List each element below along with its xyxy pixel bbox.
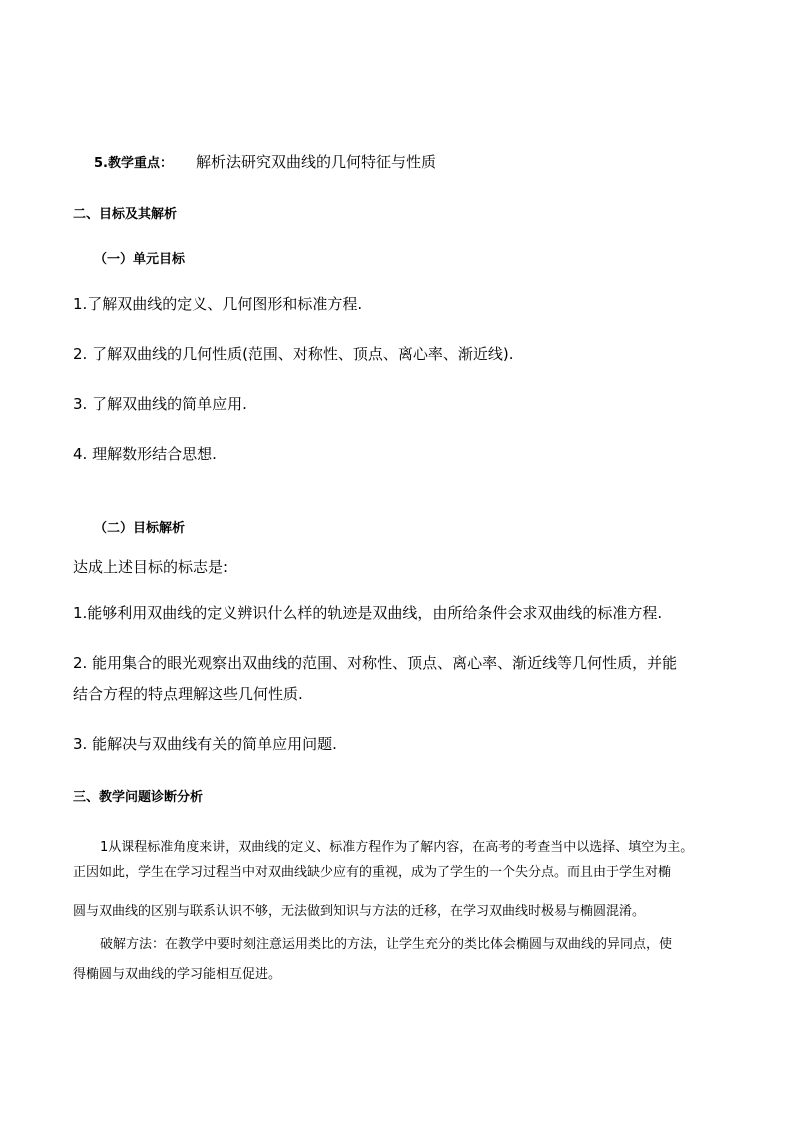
subsection-heading-unit-goals: （一）单元目标 bbox=[94, 252, 186, 267]
unit-goal-item: 4. 理解数形结合思想. bbox=[73, 445, 217, 463]
section-heading-diagnosis: 三、教学问题诊断分析 bbox=[73, 790, 204, 805]
solution-line: 破解方法：在教学中要时刻注意运用类比的方法，让学生充分的类比体会椭圆与双曲线的异同点，使 bbox=[100, 937, 673, 952]
diagnosis-paragraph-line: 1从课程标准角度来讲，双曲线的定义、标准方程作为了解内容，在高考的考查当中以选择、填空为主。 bbox=[100, 840, 694, 855]
goal-analysis-item: 2. 能用集合的眼光观察出双曲线的范围、对称性、顶点、离心率、渐近线等几何性质，并能 bbox=[73, 654, 678, 672]
unit-goal-item: 1.了解双曲线的定义、几何图形和标准方程. bbox=[73, 295, 363, 313]
goal-analysis-item: 3. 能解决与双曲线有关的简单应用问题. bbox=[73, 735, 337, 753]
unit-goal-item: 3. 了解双曲线的简单应用. bbox=[73, 395, 247, 413]
diagnosis-paragraph-line: 正因如此，学生在学习过程当中对双曲线缺少应有的重视，成为了学生的一个失分点。而且由于学生对椭 bbox=[73, 865, 672, 880]
subsection-heading-goal-analysis: （二）目标解析 bbox=[94, 521, 186, 536]
goal-analysis-intro: 达成上述目标的标志是: bbox=[73, 558, 229, 576]
goal-analysis-item: 结合方程的特点理解这些几何性质. bbox=[73, 685, 303, 703]
goal-analysis-item: 1.能够利用双曲线的定义辨识什么样的轨迹是双曲线，由所给条件会求双曲线的标准方程. bbox=[73, 604, 663, 622]
focus-text: 解析法研究双曲线的几何特征与性质 bbox=[196, 153, 437, 171]
focus-label: 5.教学重点： bbox=[94, 156, 173, 171]
section-heading-goals: 二、目标及其解析 bbox=[73, 207, 178, 222]
diagnosis-paragraph-line: 圆与双曲线的区别与联系认识不够，无法做到知识与方法的迁移，在学习双曲线时极易与椭圆混淆。 bbox=[73, 904, 646, 919]
unit-goal-item: 2. 了解双曲线的几何性质(范围、对称性、顶点、离心率、渐近线). bbox=[73, 345, 514, 363]
solution-line: 得椭圆与双曲线的学习能相互促进。 bbox=[73, 967, 282, 982]
